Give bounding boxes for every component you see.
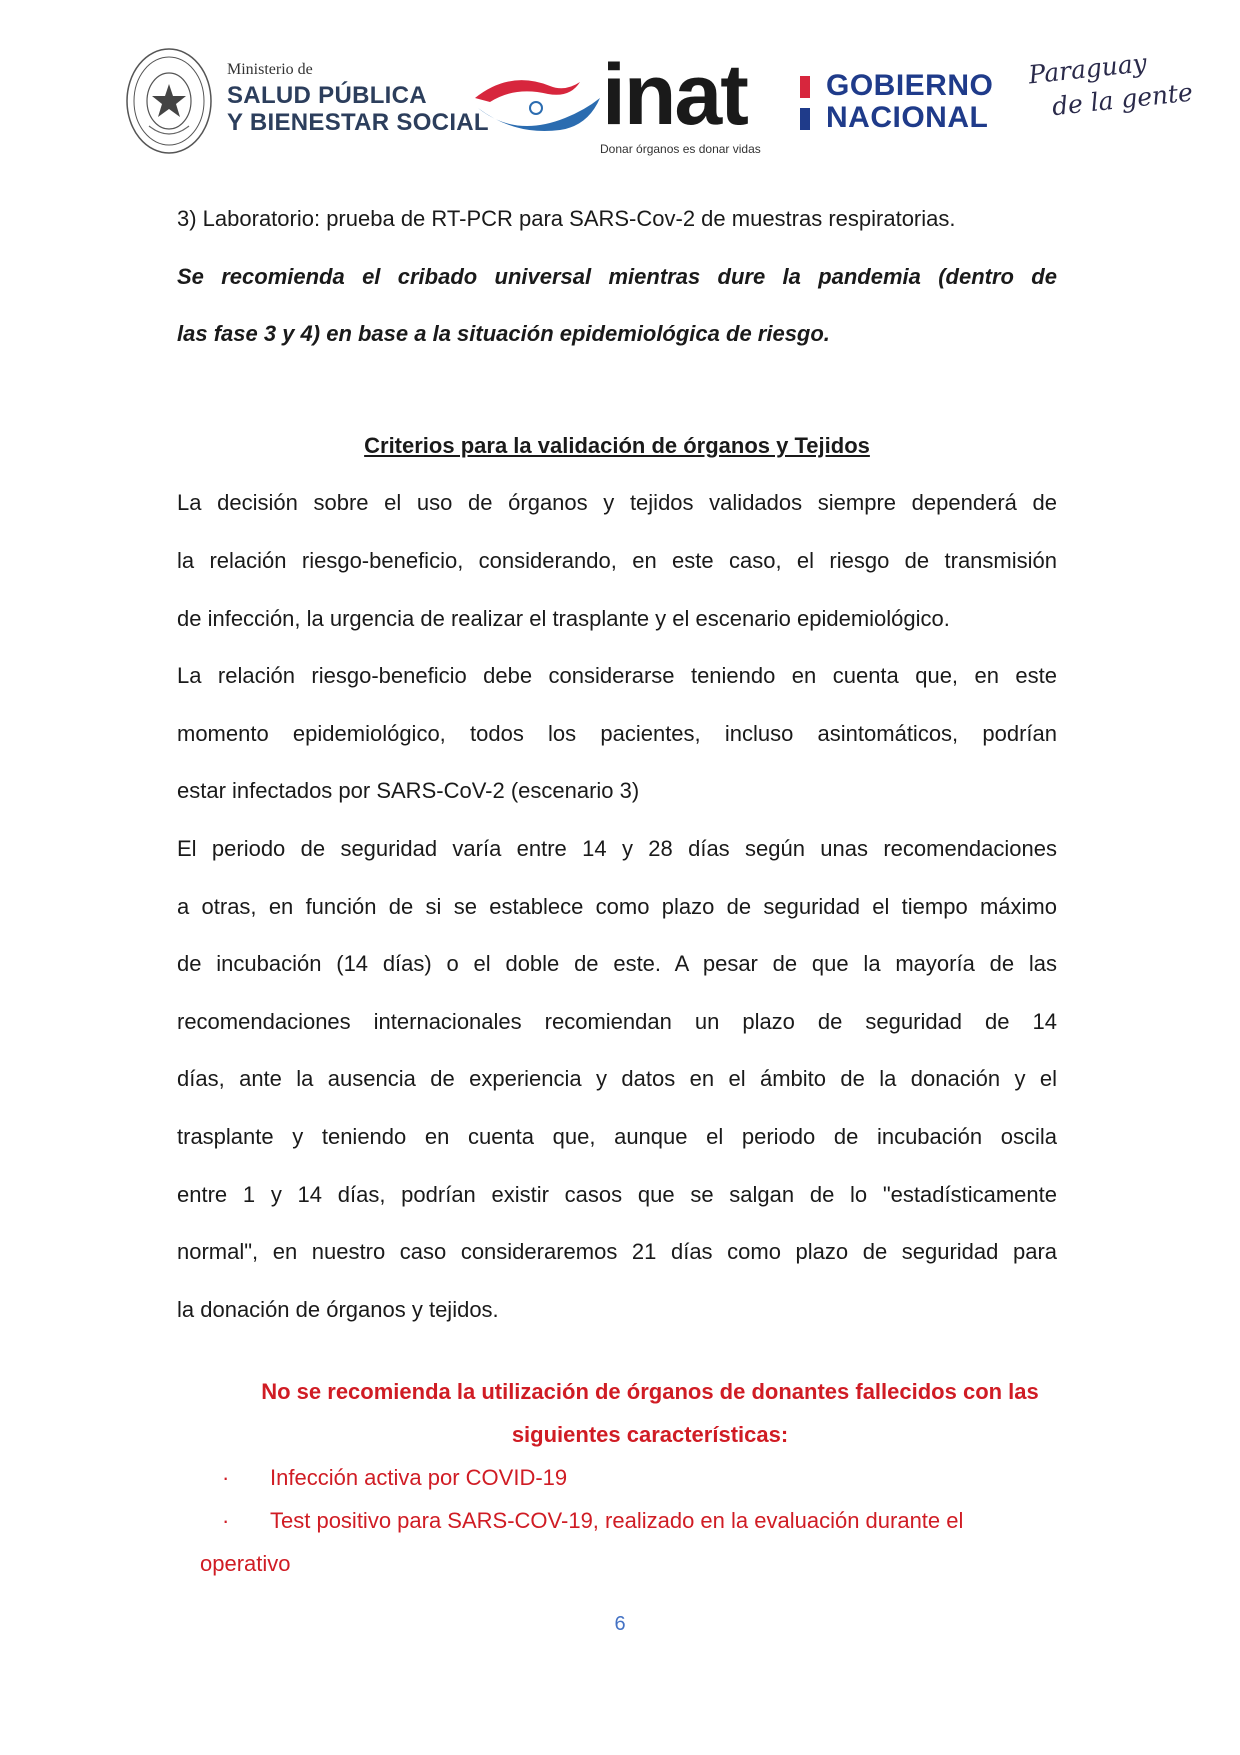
- paragraph-line: entre 1 y 14 días, podrían existir casos que se salgan de lo "estadísticamente: [177, 1181, 1057, 1207]
- hands-icon: [470, 68, 605, 138]
- bullet-icon: ·: [222, 1465, 230, 1490]
- bullet-continuation: operativo: [200, 1551, 291, 1576]
- gobierno-text: [826, 70, 993, 134]
- section-spacer: [177, 363, 1057, 417]
- gobierno-line-1: GOBIERNO: [826, 69, 994, 102]
- section-heading: Criterios para la validación de órganos y Tejidos: [364, 432, 870, 458]
- warning-heading-line-2: siguientes características:: [511, 1422, 789, 1447]
- bullet-icon: ·: [222, 1508, 230, 1533]
- warning-heading-line-1: No se recomienda la utilización de órganos de donantes fallecidos con las: [261, 1379, 1039, 1404]
- recommendation-line: las fase 3 y 4) en base a la situación epidemiológica de riesgo.: [177, 321, 830, 347]
- paragraph-line: de incubación (14 días) o el doble de este. A pesar de que la mayoría de las: [177, 951, 1057, 977]
- paraguay-line-2: de la gente: [1050, 77, 1195, 122]
- ministry-line-2: Y BIENESTAR SOCIAL: [227, 109, 489, 136]
- paragraph-line: La decisión sobre el uso de órganos y tejidos validados siempre dependerá de: [177, 490, 1057, 516]
- paraguay-line-1: Paraguay: [1027, 48, 1149, 90]
- paragraph-line: trasplante y teniendo en cuenta que, aunque el periodo de incubación oscila: [177, 1123, 1057, 1149]
- paragraph-line: recomendaciones internacionales recomiendan un plazo de seguridad de 14: [177, 1008, 1057, 1034]
- paragraph-line: días, ante la ausencia de experiencia y datos en el ámbito de la donación y el: [177, 1066, 1057, 1092]
- paraguay-de-la-gente-logo: [1027, 42, 1195, 126]
- page-number: 6: [614, 1613, 626, 1635]
- gobierno-blue-bar: [800, 108, 810, 130]
- inat-tagline: Donar órganos es donar vidas: [600, 142, 761, 156]
- bullet-text: Test positivo para SARS-COV-19, realizado en la evaluación durante el: [270, 1508, 964, 1533]
- inat-wordmark: inat: [602, 47, 747, 143]
- paragraph-line: la relación riesgo-beneficio, considerando, en este caso, el riesgo de transmisión: [177, 547, 1057, 573]
- ministry-small-label: Ministerio de: [227, 61, 313, 78]
- ministry-line-1: SALUD PÚBLICA: [227, 82, 427, 109]
- inat-logo: [470, 47, 761, 164]
- paragraph-line: de infección, la urgencia de realizar el trasplante y el escenario epidemiológico.: [177, 605, 950, 631]
- paragraph-line: La relación riesgo-beneficio debe considerarse teniendo en cuenta que, en este: [177, 663, 1057, 689]
- page-header: [0, 40, 1240, 170]
- recommendation-line: Se recomienda el cribado universal mientras dure la pandemia (dentro de: [177, 263, 1057, 289]
- body-line: 3) Laboratorio: prueba de RT-PCR para SARS-Cov-2 de muestras respiratorias.: [177, 206, 956, 231]
- ministry-logo: [227, 62, 489, 136]
- paraguay-seal-icon: [125, 46, 213, 156]
- gobierno-red-bar: [800, 76, 810, 98]
- paragraph-line: a otras, en función de si se establece como plazo de seguridad el tiempo máximo: [177, 893, 1057, 919]
- paragraph-line: momento epidemiológico, todos los pacientes, incluso asintomáticos, podrían: [177, 720, 1057, 746]
- paragraph-line: la donación de órganos y tejidos.: [177, 1296, 499, 1322]
- warning-bullet-item: [200, 1456, 1100, 1499]
- warning-bullet-item: [200, 1499, 1100, 1542]
- paragraph-line: normal", en nuestro caso consideraremos 21 días como plazo de seguridad para: [177, 1239, 1057, 1265]
- paragraph-line: El periodo de seguridad varía entre 14 y 28 días según unas recomendaciones: [177, 835, 1057, 861]
- paragraph-line: estar infectados por SARS-CoV-2 (escenario 3): [177, 778, 640, 804]
- gobierno-line-2: NACIONAL: [826, 101, 989, 134]
- bullet-text: Infección activa por COVID-19: [270, 1465, 568, 1490]
- document-body: [177, 190, 1057, 1338]
- warning-section: [200, 1370, 1100, 1585]
